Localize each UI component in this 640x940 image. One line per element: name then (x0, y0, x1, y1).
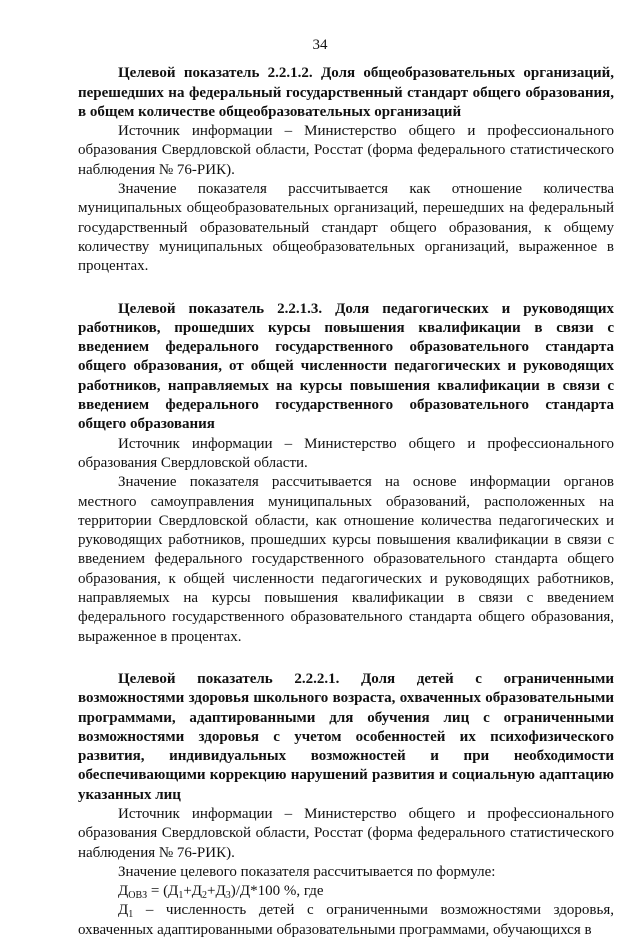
value-paragraph: Значение показателя рассчитывается на основе информации органов местного самоуправления муниципальных образований, расположенных на территории Свердловской области, как отношение количества педагогических и руководящих работников, прошедших курсы повышения квалификации в связи с введением федерального государственного образовательного стандарта общего образования, к общей численности педагогических и руководящих работников, направляемых на курсы повышения квалификации в связи с введением федерального государственного образовательного стандарта общего образования, выраженное в процентах. (78, 474, 614, 645)
definition-symbol: Д (118, 902, 129, 919)
section-heading: Целевой показатель 2.2.1.3. Доля педагогических и руководящих работников, прошедших курсы повышения квалификации в связи с введением федерального государственного образовательного стандарта общего образования, от общей численности педагогических и руководящих работников, направляемых на курсы повышения квалификации в связи с введением федерального государственного образовательного стандарта общего образования (78, 300, 614, 433)
formula-lhs: Д (118, 883, 129, 900)
section-gap (78, 647, 614, 670)
value-paragraph: Значение показателя рассчитывается как отношение количества муниципальных общеобразовательных организаций, перешедших на федеральный государственный образовательный стандарт общего образования, к общему количеству муниципальных общеобразовательных организаций, выраженное в процентах. (78, 181, 614, 275)
source-paragraph: Источник информации – Министерство общего и профессионального образования Свердловской области. (78, 435, 614, 471)
formula-intro: Значение целевого показателя рассчитывается по формуле: (118, 863, 496, 880)
formula-plus-1: +Д (183, 883, 203, 900)
definition-subscript: 1 (128, 909, 134, 921)
formula-lhs-subscript: ОВЗ (128, 890, 148, 902)
formula-eq-open: = (Д (147, 883, 179, 900)
source-paragraph: Источник информации – Министерство общего и профессионального образования Свердловской области, Росстат (форма федерального статистического наблюдения № 76-РИК). (78, 805, 614, 861)
formula-subscript-2: 2 (202, 890, 208, 902)
section-heading: Целевой показатель 2.2.2.1. Доля детей с ограниченными возможностями здоровья школьного возраста, охваченных образовательными программами, адаптированными для обучения лиц с ограниченными возможностями здоровья с учетом особенностей их психофизического развития, индивидуальных возможностей и при необходимости обеспечивающими коррекцию нарушений развития и социальную адаптацию указанных лиц (78, 670, 614, 803)
source-paragraph: Источник информации – Министерство общего и профессионального образования Свердловской области, Росстат (форма федерального статистического наблюдения № 76-РИК). (78, 123, 614, 178)
section-heading: Целевой показатель 2.2.1.2. Доля общеобразовательных организаций, перешедших на федеральный государственный стандарт общего образования, в общем количестве общеобразовательных организаций (78, 65, 614, 120)
formula (78, 882, 614, 901)
section-gap (78, 277, 614, 300)
page-number: 34 (312, 37, 328, 53)
formula-subscript-1: 1 (178, 890, 184, 902)
formula-plus-2: +Д (207, 883, 226, 900)
definition-paragraph (78, 901, 614, 940)
formula-subscript-3: 3 (225, 890, 231, 902)
definition-text: – численность детей с ограниченными возможностями здоровья, охваченных адаптированными образовательными программами, обучающихся в (78, 902, 614, 938)
formula-rest: )/Д*100 %, где (230, 883, 324, 900)
